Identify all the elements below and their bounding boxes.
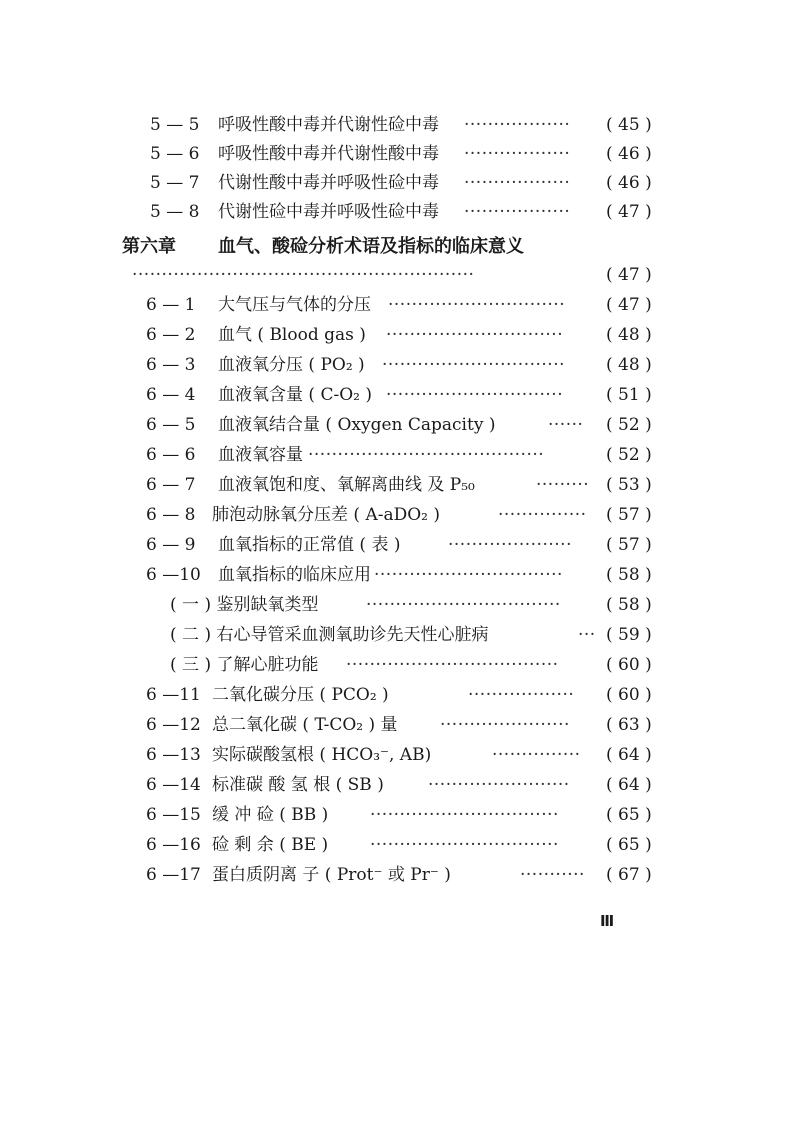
entry-title: 血液氧容量 — [218, 445, 303, 465]
chapter-title: 血气、酸硷分析术语及指标的临床意义 — [218, 236, 524, 257]
entry-page: ( 52 ) — [606, 415, 652, 435]
entry-number: 6 —17 — [146, 865, 201, 885]
entry-title: 呼吸性酸中毒并代谢性硷中毒 — [218, 115, 439, 135]
toc-entry-6-14 — [0, 772, 793, 798]
toc-entry-6-13 — [0, 742, 793, 768]
entry-number: 6 —13 — [146, 745, 201, 765]
dot-leader: ······························ — [386, 325, 564, 345]
dot-leader: ········· — [536, 475, 590, 495]
entry-page: ( 64 ) — [606, 775, 652, 795]
entry-page: ( 47 ) — [606, 295, 652, 315]
dot-leader: ································· — [366, 595, 561, 615]
dot-leader: ······························ — [386, 385, 564, 405]
dot-leader: ························ — [428, 775, 570, 795]
entry-title: ( 一 ) 鉴别缺氧类型 — [170, 595, 319, 615]
entry-number: 6 — 4 — [146, 385, 196, 405]
entry-title: 硷 剩 余 ( BE ) — [212, 835, 329, 855]
entry-number: 5 — 7 — [150, 173, 200, 193]
dot-leader: ····················· — [448, 535, 572, 555]
dot-leader: ··· — [578, 625, 596, 645]
toc-entry-5-8 — [0, 199, 793, 225]
toc-subentry-1 — [0, 592, 793, 618]
entry-number: 6 —16 — [146, 835, 201, 855]
entry-page: ( 67 ) — [606, 865, 652, 885]
entry-number: 6 —14 — [146, 775, 201, 795]
dot-leader: ··············· — [498, 505, 587, 525]
entry-number: 6 —10 — [146, 565, 201, 585]
entry-page: ( 60 ) — [606, 655, 652, 675]
dot-leader: ·················· — [464, 144, 571, 164]
entry-title: 蛋白质阴离 子 ( Prot⁻ 或 Pr⁻ ) — [212, 865, 451, 885]
entry-number: 6 — 5 — [146, 415, 196, 435]
entry-title: 代谢性硷中毒并呼吸性硷中毒 — [218, 202, 439, 222]
entry-number: 5 — 6 — [150, 144, 200, 164]
toc-entry-6-16 — [0, 832, 793, 858]
entry-number: 6 — 3 — [146, 355, 196, 375]
entry-number: 5 — 8 — [150, 202, 200, 222]
toc-entry-6-10 — [0, 562, 793, 588]
entry-title: 血氧指标的正常值 ( 表 ) — [218, 535, 401, 555]
toc-entry-6-8 — [0, 502, 793, 528]
chapter-heading-page-line — [0, 262, 793, 288]
entry-title: 二氧化碳分压 ( PCO₂ ) — [212, 685, 389, 705]
entry-page: ( 46 ) — [606, 173, 652, 193]
dot-leader: ·················· — [464, 115, 571, 135]
dot-leader: ······ — [548, 415, 584, 435]
entry-number: 6 —11 — [146, 685, 201, 705]
dot-leader: ································ — [374, 565, 563, 585]
entry-number: 6 — 7 — [146, 475, 196, 495]
chapter-heading — [122, 232, 722, 260]
entry-title: 血气 ( Blood gas ) — [218, 325, 366, 345]
toc-entry-5-5 — [0, 112, 793, 138]
dot-leader: ······························ — [388, 295, 566, 315]
entry-title: 肺泡动脉氧分压差 ( A-aDO₂ ) — [212, 505, 441, 525]
dot-leader: ································ — [370, 835, 559, 855]
entry-number: 5 — 5 — [150, 115, 200, 135]
entry-page: ( 51 ) — [606, 385, 652, 405]
dot-leader: ···································· — [346, 655, 559, 675]
dot-leader: ·················· — [464, 202, 571, 222]
entry-page: ( 48 ) — [606, 325, 652, 345]
entry-page: ( 48 ) — [606, 355, 652, 375]
entry-number: 6 —15 — [146, 805, 201, 825]
toc-entry-5-6 — [0, 141, 793, 167]
entry-page: ( 65 ) — [606, 805, 652, 825]
toc-entry-6-15 — [0, 802, 793, 828]
dot-leader: ·················· — [468, 685, 575, 705]
toc-entry-6-3 — [0, 352, 793, 378]
entry-number: 6 — 1 — [146, 295, 196, 315]
entry-page: ( 46 ) — [606, 144, 652, 164]
dot-leader: ······················ — [440, 715, 570, 735]
entry-title: 血液氧结合量 ( Oxygen Capacity ) — [218, 415, 496, 435]
entry-title: 标准碳 酸 氢 根 ( SB ) — [212, 775, 384, 795]
entry-title: 血液氧分压 ( PO₂ ) — [218, 355, 365, 375]
toc-entry-6-12 — [0, 712, 793, 738]
toc-entry-6-4 — [0, 382, 793, 408]
toc-entry-5-7 — [0, 170, 793, 196]
toc-entry-6-9 — [0, 532, 793, 558]
entry-title: 总二氧化碳 ( T-CO₂ ) 量 — [212, 715, 398, 735]
entry-title: 血氧指标的临床应用 — [218, 565, 371, 585]
entry-page: ( 53 ) — [606, 475, 652, 495]
entry-number: 6 —12 — [146, 715, 201, 735]
entry-page: ( 58 ) — [606, 565, 652, 585]
entry-title: 血液氧含量 ( C-O₂ ) — [218, 385, 372, 405]
entry-page: ( 63 ) — [606, 715, 652, 735]
entry-page: ( 52 ) — [606, 445, 652, 465]
toc-entry-6-2 — [0, 322, 793, 348]
dot-leader: ··············· — [492, 745, 581, 765]
entry-number: 6 — 9 — [146, 535, 196, 555]
toc-entry-6-1 — [0, 292, 793, 318]
chapter-page: ( 47 ) — [606, 265, 652, 285]
page-number: Ⅲ — [600, 912, 615, 930]
entry-page: ( 57 ) — [606, 535, 652, 555]
entry-page: ( 64 ) — [606, 745, 652, 765]
entry-page: ( 60 ) — [606, 685, 652, 705]
entry-page: ( 47 ) — [606, 202, 652, 222]
toc-subentry-3 — [0, 652, 793, 678]
entry-title: 呼吸性酸中毒并代谢性酸中毒 — [218, 144, 439, 164]
toc-entry-6-11 — [0, 682, 793, 708]
dot-leader: ·················· — [464, 173, 571, 193]
toc-entry-6-17 — [0, 862, 793, 888]
dot-leader: ······························· — [382, 355, 566, 375]
dot-leader: ································ — [370, 805, 559, 825]
entry-title: ( 三 ) 了解心脏功能 — [170, 655, 319, 675]
entry-title: 血液氧饱和度、氧解离曲线 及 P₅₀ — [218, 475, 475, 495]
entry-page: ( 59 ) — [606, 625, 652, 645]
entry-page: ( 58 ) — [606, 595, 652, 615]
toc-entry-6-7 — [0, 472, 793, 498]
dot-leader: ·························································· — [132, 265, 475, 285]
entry-page: ( 45 ) — [606, 115, 652, 135]
entry-title: 代谢性酸中毒并呼吸性硷中毒 — [218, 173, 439, 193]
dot-leader: ··········· — [520, 865, 585, 885]
entry-title: 缓 冲 硷 ( BB ) — [212, 805, 329, 825]
entry-title: 大气压与气体的分压 — [218, 295, 371, 315]
toc-entry-6-5 — [0, 412, 793, 438]
entry-number: 6 — 2 — [146, 325, 196, 345]
entry-number: 6 — 8 — [146, 505, 196, 525]
entry-title: 实际碳酸氢根 ( HCO₃⁻, AB) — [212, 745, 432, 765]
toc-subentry-2 — [0, 622, 793, 648]
dot-leader: ········································ — [308, 445, 545, 465]
entry-title: ( 二 ) 右心导管采血测氧助诊先天性心脏病 — [170, 625, 489, 645]
entry-page: ( 57 ) — [606, 505, 652, 525]
entry-number: 6 — 6 — [146, 445, 196, 465]
entry-page: ( 65 ) — [606, 835, 652, 855]
toc-entry-6-6 — [0, 442, 793, 468]
chapter-number: 第六章 — [122, 236, 176, 257]
